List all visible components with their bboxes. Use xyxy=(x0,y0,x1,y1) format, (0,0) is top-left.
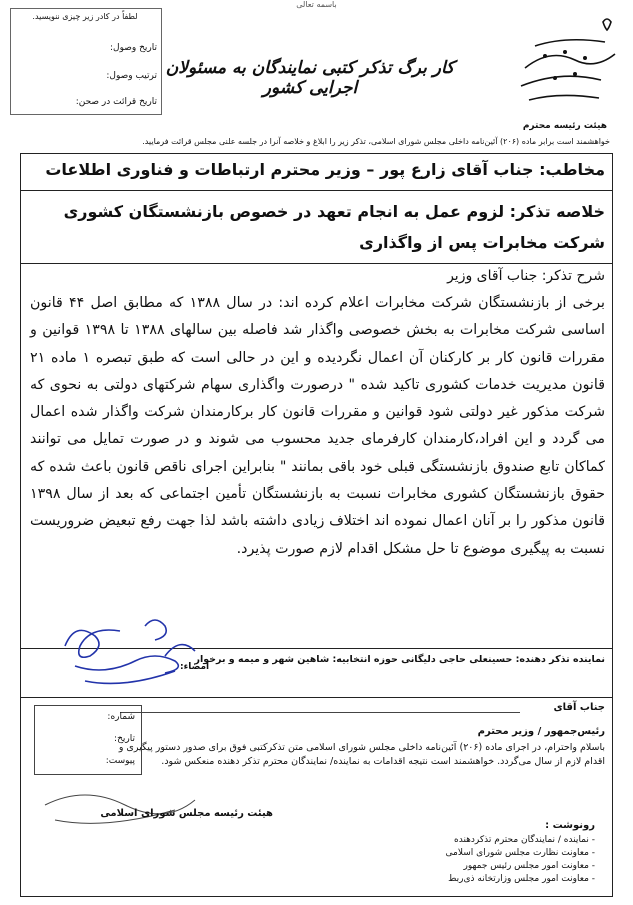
cc-title: رونوشت : xyxy=(545,820,595,831)
description-body: برخی از بازنشستگان شرکت مخابرات اعلام کرده اند: در سال ۱۳۸۸ که مطابق اصل ۴۴ قانون اساسی شرکت مخابرات به بخش خصوصی واگذار شد فاصله بین سالهای ۱۳۸۸ تا ۱۳۹۸ قوانین و مقررات قانون کار بر کارکنان آن اعمال نگردیده و این در حالی است که طبق تبصره ۱ ماده ۲۱ قانون مدیریت خدمات کشوری تاکید شده " درصورت واگذاری سهام شرکتهای دولتی به نحوی که شرکت مذکور غیر دولتی شود قوانین و مقررات قانون کار برکارمندان شرکت واگذار شده اعمال می گردد و این افراد،کارمندان کارفرمای جدید محسوب می شوند و در صورت تمایل می توانند کماکان تابع صندوق بازنشستگی قبلی خود باقی بمانند " بنابراین اجرای ناقص قانون باعث شده که حقوق بازنشستگان کشوری مخابرات نسبت به بازنشستگان تأمین اجتماعی که بعد از سال ۱۳۹۸ قانون مذکور را بر آنان اعمال نموده اند اختلاف زیادی داشته باشد لذا جهت رفع تبعیض ضروریست نسبت به پیگیری موضوع تا حل مشکل اقدام لازم صورت پذیرد. xyxy=(30,295,606,557)
response-addressee: جناب آقای xyxy=(553,702,605,713)
divider xyxy=(20,190,613,191)
greeting: هیئت رئیسه محترم xyxy=(522,121,607,131)
parliament-logo xyxy=(505,8,625,108)
page-header: باسمه تعالی xyxy=(296,0,337,9)
summary: خلاصه تذکر: لزوم عمل به انجام تعهد در خصوص بازنشستگان کشوری شرکت مخابرات پس از واگذاری xyxy=(63,202,605,252)
cc-item: - معاونت امور مجلس وزارتخانه ذی‌ربط xyxy=(235,873,595,886)
cc-item: - معاونت امور مجلس رئیس جمهور xyxy=(235,860,595,873)
slip-line-receipt-order: ترتیب وصول: xyxy=(106,71,157,81)
registry-attachment: پیوست: xyxy=(105,756,135,766)
cc-item: - معاونت نظارت مجلس شورای اسلامی xyxy=(235,847,595,860)
form-title: کار برگ تذکر کتبی نمایندگان به مسئولان اجرایی کشور xyxy=(165,58,455,98)
registry-number: شماره: xyxy=(107,712,135,722)
council-signature: هیئت رئیسه مجلس شورای اسلامی xyxy=(100,808,273,819)
cc-item: - نماینده / نمایندگان محترم تذکردهنده xyxy=(235,834,595,847)
response-body: باسلام واحترام، در اجرای ماده (۲۰۶) آئین‌نامه داخلی مجلس شورای اسلامی متن تذکرکتبی فوق برای صدور دستور پیگیری و اقدام لازم از سال می‌گردد. خواهشمند است نتیجه اقدامات به نماینده/ نمایندگان محترم تذکر دهنده منعکس شود. xyxy=(118,742,605,767)
response-minister: رئیس‌جمهور / وزیر محترم xyxy=(477,726,605,737)
signature xyxy=(55,606,215,691)
slip-note: لطفاً در کادر زیر چیزی ننویسید. xyxy=(32,12,138,21)
slip-line-reading-date: تاریخ قرائت در صحن: xyxy=(75,97,157,107)
stamp-scribble xyxy=(35,775,205,835)
addressee-line xyxy=(120,712,520,713)
registry-date: تاریخ: xyxy=(114,734,135,744)
cc-list xyxy=(235,834,595,886)
divider xyxy=(20,263,613,264)
addressee: مخاطب: جناب آقای زارع پور – وزیر محترم ارتباطات و فناوری اطلاعات xyxy=(45,160,605,179)
intro-text: خواهشمند است برابر ماده (۲۰۶) آئین‌نامه داخلی مجلس شورای اسلامی، تذکر زیر را ابلاغ و خلاصه آنرا در جلسه علنی مجلس قرائت فرمایید. xyxy=(142,137,610,146)
registry-box xyxy=(34,705,142,775)
description-title: شرح تذکر: جناب آقای وزیر xyxy=(447,268,605,284)
slip-line-receipt-date: تاریخ وصول: xyxy=(110,43,157,53)
receipt-slip xyxy=(10,8,162,115)
representative: نماینده تذکر دهنده: حسینعلی حاجی دلیگانی حوزه انتخابیه: شاهین شهر و میمه و برخوار xyxy=(194,654,605,665)
signature-label: امضاء: xyxy=(180,662,210,672)
